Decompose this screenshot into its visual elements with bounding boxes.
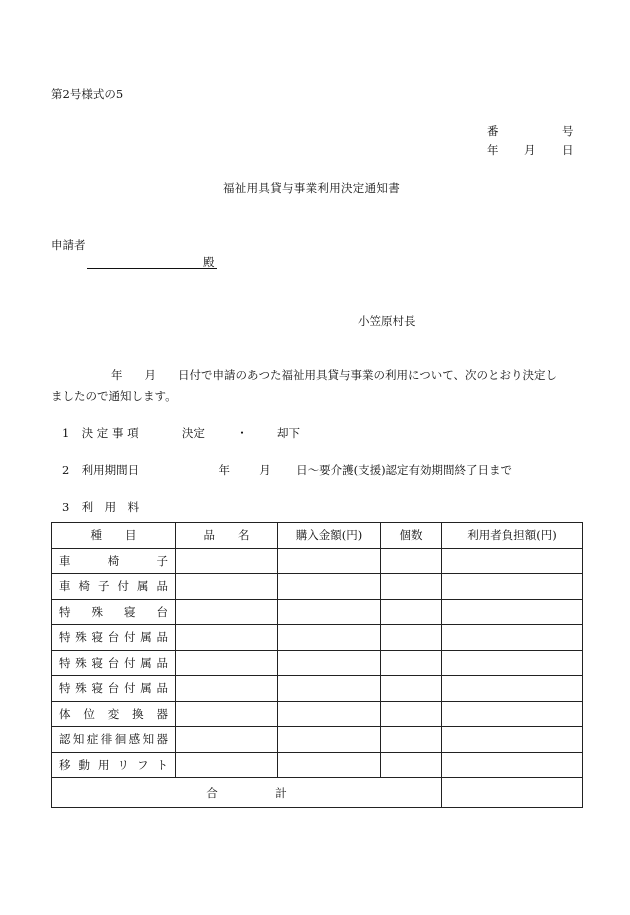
header-user-charge: 利用者負担額(円): [442, 523, 583, 549]
purchase-amount-cell: [278, 701, 381, 727]
decision-option-separator: ・: [236, 426, 248, 440]
row-category: 特殊寝台付属品: [52, 650, 176, 676]
purchase-amount-cell: [278, 625, 381, 651]
quantity-cell: [381, 727, 442, 753]
addressee-name-line: [87, 268, 217, 269]
body-year-label: 年: [111, 368, 123, 382]
product-name-cell: [176, 650, 278, 676]
body-text: 日付で申請のあつた福祉用具貸与事業の利用について、次のとおり決定し: [178, 368, 558, 382]
product-name-cell: [176, 752, 278, 778]
user-charge-cell: [442, 701, 583, 727]
table-total-row: [52, 778, 583, 808]
row-category: 車椅子付属品: [52, 574, 176, 600]
document-title: 福祉用具貸与事業利用決定通知書: [223, 181, 400, 195]
table-header-row: [52, 523, 583, 549]
usage-fee-number: 3: [62, 500, 70, 514]
usage-period-number: 2: [62, 463, 70, 477]
product-name-cell: [176, 701, 278, 727]
issue-date-month-label: 月: [524, 143, 536, 157]
purchase-amount-cell: [278, 752, 381, 778]
decision-option-approve: 決定: [181, 426, 205, 440]
usage-fee-item: [62, 499, 139, 515]
row-category: 体位変換器: [52, 701, 176, 727]
usage-period-label: 利用期間日: [81, 463, 140, 477]
purchase-amount-cell: [278, 599, 381, 625]
decision-item-number: 1: [62, 426, 70, 440]
user-charge-cell: [442, 752, 583, 778]
quantity-cell: [381, 650, 442, 676]
quantity-cell: [381, 701, 442, 727]
usage-period-item: [62, 462, 512, 478]
user-charge-cell: [442, 650, 583, 676]
usage-period-rest: 日〜要介護(支援)認定有効期間終了日まで: [296, 463, 513, 477]
usage-fee-table: [51, 522, 583, 808]
addressee-honorific: 殿: [203, 255, 215, 269]
body-text-line-1: [51, 367, 557, 383]
form-number: 第2号様式の5: [51, 87, 124, 101]
purchase-amount-cell: [278, 727, 381, 753]
row-category: 車椅子: [52, 548, 176, 574]
row-category: 特殊寝台付属品: [52, 676, 176, 702]
header-category: 種 目: [52, 523, 176, 549]
document-number-suffix: 号: [562, 124, 574, 138]
body-text-line-2: ましたので通知します。: [51, 389, 177, 403]
table-row: [52, 574, 583, 600]
header-purchase-amount: 購入金額(円): [278, 523, 381, 549]
quantity-cell: [381, 676, 442, 702]
row-category: 移動用リフト: [52, 752, 176, 778]
decision-option-reject: 却下: [277, 426, 301, 440]
user-charge-cell: [442, 574, 583, 600]
total-label: 合 計: [52, 778, 442, 808]
row-category: 特殊寝台付属品: [52, 625, 176, 651]
issue-date-day-label: 日: [562, 143, 574, 157]
issue-date-year-label: 年: [487, 143, 499, 157]
usage-period-year-label: 年: [218, 463, 230, 477]
issuer-name: 小笠原村長: [358, 314, 416, 328]
table-row: [52, 701, 583, 727]
purchase-amount-cell: [278, 574, 381, 600]
decision-item-label: 決 定 事 項: [81, 426, 139, 440]
quantity-cell: [381, 752, 442, 778]
table-row: [52, 625, 583, 651]
table-row: [52, 727, 583, 753]
user-charge-cell: [442, 548, 583, 574]
quantity-cell: [381, 625, 442, 651]
user-charge-cell: [442, 727, 583, 753]
product-name-cell: [176, 676, 278, 702]
table-row: [52, 650, 583, 676]
user-charge-cell: [442, 599, 583, 625]
product-name-cell: [176, 727, 278, 753]
table-row: [52, 599, 583, 625]
table-row: [52, 548, 583, 574]
purchase-amount-cell: [278, 676, 381, 702]
quantity-cell: [381, 548, 442, 574]
purchase-amount-cell: [278, 650, 381, 676]
header-product-name: 品 名: [176, 523, 278, 549]
applicant-label: 申請者: [51, 238, 86, 252]
product-name-cell: [176, 548, 278, 574]
total-user-charge-cell: [442, 778, 583, 808]
product-name-cell: [176, 574, 278, 600]
table-row: [52, 676, 583, 702]
header-quantity: 個数: [381, 523, 442, 549]
quantity-cell: [381, 574, 442, 600]
product-name-cell: [176, 625, 278, 651]
quantity-cell: [381, 599, 442, 625]
row-category: 特殊寝台: [52, 599, 176, 625]
product-name-cell: [176, 599, 278, 625]
row-category: 認知症徘徊感知器: [52, 727, 176, 753]
decision-item: [62, 425, 300, 441]
usage-fee-label: 利 用 料: [81, 500, 140, 514]
usage-period-month-label: 月: [259, 463, 271, 477]
user-charge-cell: [442, 625, 583, 651]
body-month-label: 月: [144, 368, 156, 382]
table-row: [52, 752, 583, 778]
document-number-label: 番: [487, 124, 499, 138]
user-charge-cell: [442, 676, 583, 702]
purchase-amount-cell: [278, 548, 381, 574]
